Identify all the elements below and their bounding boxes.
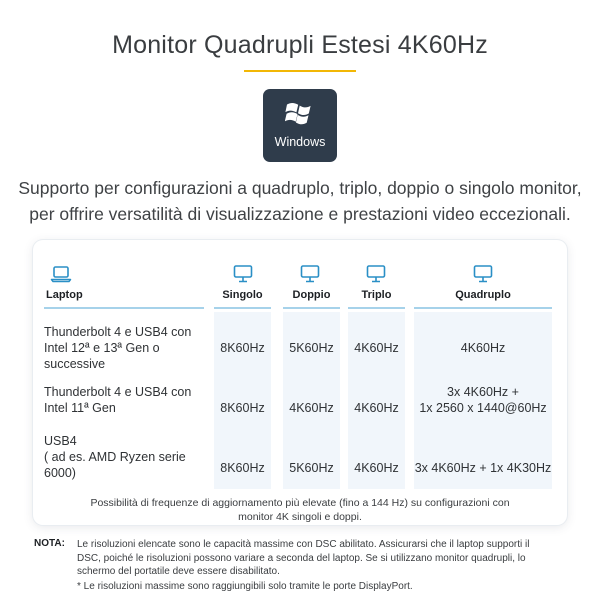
cell-quadruplo — [409, 460, 557, 476]
header-doppio: Doppio — [292, 289, 331, 301]
header-triplo: Triplo — [361, 289, 392, 301]
cell-doppio: 4K60Hz — [289, 401, 334, 415]
header-rule — [214, 307, 271, 309]
cell-singolo: 8K60Hz — [220, 461, 265, 475]
cell-quadruplo — [409, 340, 557, 356]
cell-singolo: 8K60Hz — [220, 341, 265, 355]
header-rule — [283, 307, 340, 309]
cell-quadruplo — [409, 384, 557, 416]
monitor-icon — [472, 264, 494, 284]
note-line: DSC, poiché le risoluzioni possono variare a seconda del laptop. Se si utilizzano monitor quadrupli, lo — [77, 552, 526, 564]
subtitle — [0, 175, 600, 227]
row-label-line: 6000) — [44, 466, 76, 480]
page-title: Monitor Quadrupli Estesi 4K60Hz — [112, 31, 488, 59]
note-text — [77, 538, 567, 579]
windows-label: Windows — [274, 135, 326, 149]
monitor-icon — [365, 264, 387, 284]
note-asterisk: * Le risoluzioni massime sono raggiungibili solo tramite le porte DisplayPort. — [77, 581, 413, 592]
row-label-line: Thunderbolt 4 e USB4 con — [44, 325, 192, 339]
table-row-label — [44, 384, 204, 416]
subtitle-line: per offrire versatilità di visualizzazione e prestazioni video eccezionali. — [29, 204, 571, 224]
quadruplo-line: 1x 2560 x 1440@60Hz — [419, 401, 547, 415]
table-row-label — [44, 433, 204, 481]
windows-badge — [263, 89, 337, 162]
footnote-line: monitor 4K singoli e doppi. — [238, 511, 362, 523]
row-label-line: USB4 — [44, 434, 77, 448]
quadruplo-line: 3x 4K60Hz + 1x 4K30Hz — [414, 461, 552, 475]
laptop-icon — [50, 264, 72, 284]
cell-singolo: 8K60Hz — [220, 401, 265, 415]
windows-logo-icon — [285, 99, 315, 129]
table-row-label — [44, 324, 204, 372]
title-underline — [244, 70, 356, 72]
monitor-icon — [232, 264, 254, 284]
footnote-line: Possibilità di frequenze di aggiornamento più elevate (fino a 144 Hz) su configurazioni con — [90, 497, 510, 509]
monitor-icon — [299, 264, 321, 284]
header-rule — [44, 307, 204, 309]
note-line: Le risoluzioni elencate sono le capacità massime con DSC abilitato. Assicurarsi che il laptop supporti il — [77, 539, 530, 550]
cell-triplo: 4K60Hz — [354, 401, 399, 415]
row-label-line: ( ad es. AMD Ryzen serie — [44, 450, 186, 464]
row-label-line: Thunderbolt 4 e USB4 con — [44, 385, 192, 399]
cell-doppio: 5K60Hz — [289, 461, 334, 475]
note-line: schermo del portatile deve essere disabilitato. — [77, 566, 280, 577]
row-label-line: Intel 12ª e 13ª Gen o — [44, 341, 160, 355]
row-label-line: successive — [44, 357, 106, 371]
table-footnote — [60, 496, 540, 524]
header-quadruplo: Quadruplo — [455, 289, 511, 301]
subtitle-line: Supporto per configurazioni a quadruplo, triplo, doppio o singolo monitor, — [18, 178, 582, 198]
quadruplo-line: 3x 4K60Hz + — [447, 385, 519, 399]
header-laptop: Laptop — [46, 289, 83, 301]
cell-triplo: 4K60Hz — [354, 461, 399, 475]
row-label-line: Intel 11ª Gen — [44, 401, 116, 415]
header-rule — [414, 307, 552, 309]
cell-triplo: 4K60Hz — [354, 341, 399, 355]
quadruplo-line: 4K60Hz — [460, 341, 506, 355]
header-rule — [348, 307, 405, 309]
cell-doppio: 5K60Hz — [289, 341, 334, 355]
note-label: NOTA: — [34, 538, 65, 549]
header-singolo: Singolo — [222, 289, 263, 301]
